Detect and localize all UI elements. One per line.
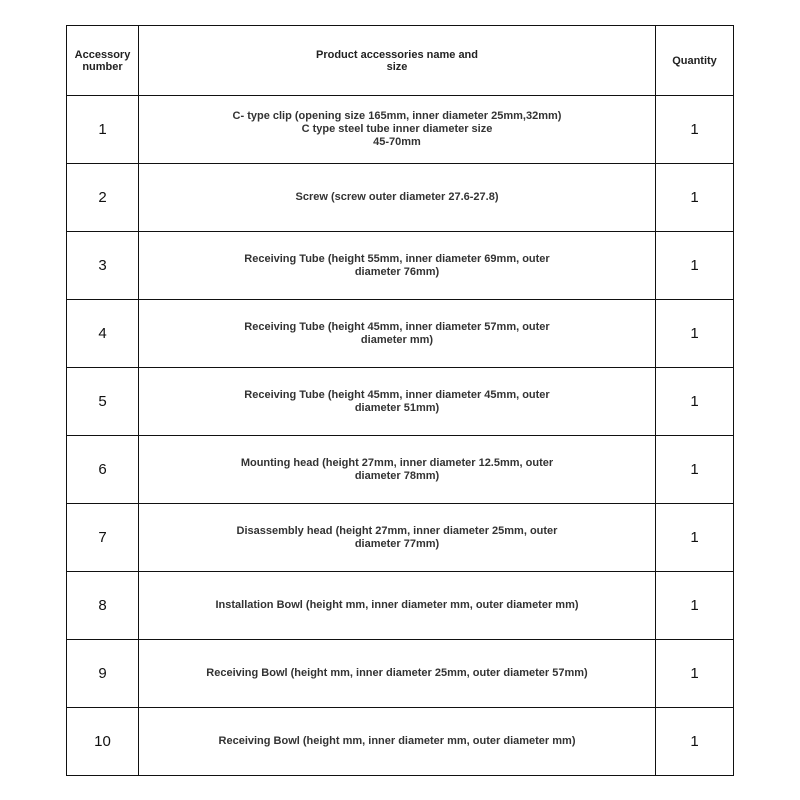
product-name-cell bbox=[139, 96, 656, 164]
product-name-line: diameter 51mm) bbox=[354, 401, 440, 414]
product-name-line: diameter mm) bbox=[360, 333, 434, 346]
product-name-line: Mounting head (height 27mm, inner diameter 12.5mm, outer bbox=[240, 456, 554, 469]
table-row bbox=[67, 708, 734, 776]
accessory-number-cell: 1 bbox=[67, 96, 139, 164]
table-row bbox=[67, 300, 734, 368]
header-product-name bbox=[139, 26, 656, 96]
accessory-number-cell: 7 bbox=[67, 504, 139, 572]
product-name-line: diameter 77mm) bbox=[354, 537, 440, 550]
table-row bbox=[67, 368, 734, 436]
table-row bbox=[67, 572, 734, 640]
product-name-line: Installation Bowl (height mm, inner diameter mm, outer diameter mm) bbox=[215, 599, 579, 611]
table-row bbox=[67, 232, 734, 300]
product-name-line: C- type clip (opening size 165mm, inner diameter 25mm,32mm) bbox=[232, 110, 562, 122]
product-name-line: 45-70mm bbox=[373, 136, 421, 148]
header-number-line: Accessory bbox=[74, 48, 131, 61]
product-name-line: Receiving Tube (height 55mm, inner diameter 69mm, outer bbox=[244, 252, 550, 265]
product-name-cell bbox=[139, 708, 656, 776]
quantity-cell: 1 bbox=[656, 572, 734, 640]
table-row bbox=[67, 640, 734, 708]
quantity-cell: 1 bbox=[656, 708, 734, 776]
product-name-line: Receiving Tube (height 45mm, inner diameter 57mm, outer bbox=[244, 320, 550, 333]
product-name-cell bbox=[139, 368, 656, 436]
product-name-cell bbox=[139, 504, 656, 572]
header-name-line: Product accessories name and bbox=[315, 48, 478, 61]
accessory-number-cell: 3 bbox=[67, 232, 139, 300]
table-header-row bbox=[67, 26, 734, 96]
table-row bbox=[67, 504, 734, 572]
accessory-number-cell: 6 bbox=[67, 436, 139, 504]
header-name-line: size bbox=[386, 60, 408, 73]
product-name-cell bbox=[139, 232, 656, 300]
accessory-number-cell: 2 bbox=[67, 164, 139, 232]
product-name-line: Screw (screw outer diameter 27.6-27.8) bbox=[295, 191, 499, 203]
product-name-cell bbox=[139, 436, 656, 504]
quantity-cell: 1 bbox=[656, 300, 734, 368]
product-name-line: Receiving Bowl (height mm, inner diameter mm, outer diameter mm) bbox=[218, 735, 576, 747]
accessory-number-cell: 10 bbox=[67, 708, 139, 776]
quantity-cell: 1 bbox=[656, 368, 734, 436]
quantity-cell: 1 bbox=[656, 640, 734, 708]
accessory-number-cell: 9 bbox=[67, 640, 139, 708]
product-name-cell bbox=[139, 300, 656, 368]
table-row bbox=[67, 164, 734, 232]
quantity-cell: 1 bbox=[656, 96, 734, 164]
product-name-line: Receiving Bowl (height mm, inner diameter 25mm, outer diameter 57mm) bbox=[206, 667, 588, 679]
table-row bbox=[67, 436, 734, 504]
product-name-cell bbox=[139, 572, 656, 640]
quantity-cell: 1 bbox=[656, 504, 734, 572]
quantity-cell: 1 bbox=[656, 164, 734, 232]
product-name-line: C type steel tube inner diameter size bbox=[301, 123, 493, 135]
product-name-line: diameter 76mm) bbox=[354, 265, 440, 278]
accessory-number-cell: 8 bbox=[67, 572, 139, 640]
product-name-cell bbox=[139, 640, 656, 708]
product-name-line: diameter 78mm) bbox=[354, 469, 440, 482]
header-accessory-number bbox=[67, 26, 139, 96]
product-name-line: Receiving Tube (height 45mm, inner diameter 45mm, outer bbox=[244, 388, 550, 401]
header-number-line: number bbox=[82, 60, 123, 73]
table-row bbox=[67, 96, 734, 164]
product-name-line: Disassembly head (height 27mm, inner diameter 25mm, outer bbox=[236, 524, 558, 537]
accessory-number-cell: 5 bbox=[67, 368, 139, 436]
header-quantity: Quantity bbox=[656, 26, 734, 96]
product-name-cell bbox=[139, 164, 656, 232]
quantity-cell: 1 bbox=[656, 232, 734, 300]
accessories-table bbox=[66, 25, 734, 776]
quantity-cell: 1 bbox=[656, 436, 734, 504]
accessory-number-cell: 4 bbox=[67, 300, 139, 368]
